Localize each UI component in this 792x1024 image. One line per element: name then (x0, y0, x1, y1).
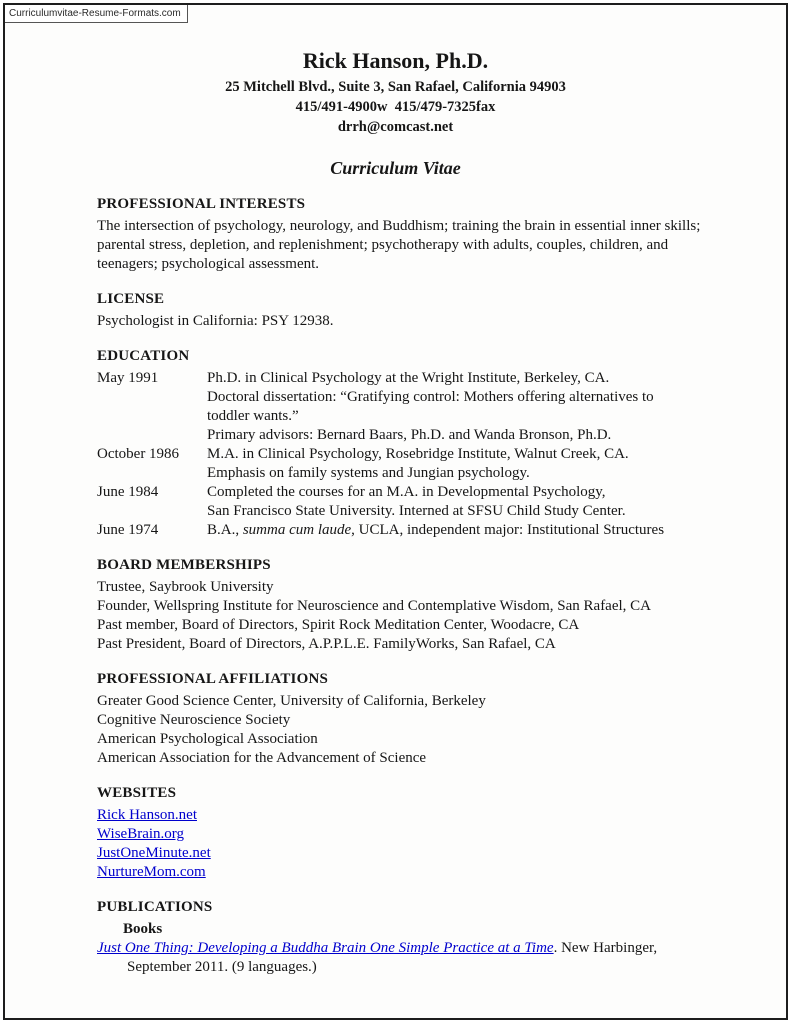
education-details (207, 521, 710, 540)
ba-degree-prefix: B.A., (207, 522, 243, 538)
section-professional-interests (97, 195, 710, 274)
professional-affiliations-heading: PROFESSIONAL AFFILIATIONS (97, 671, 329, 687)
education-date: June 1974 (97, 522, 159, 538)
website-link[interactable]: Rick Hanson.net (97, 807, 197, 823)
education-date: October 1986 (97, 446, 180, 462)
address-line: 25 Mitchell Blvd., Suite 3, San Rafael, California 94903 (225, 79, 566, 95)
book-title-link[interactable]: Just One Thing: Developing a Buddha Brain One Simple Practice at a Time (97, 940, 554, 956)
education-detail-line: Emphasis on family systems and Jungian psychology. (207, 465, 530, 481)
affiliation-item: American Psychological Association (97, 731, 318, 747)
document-page (3, 3, 788, 1020)
education-details (207, 445, 710, 483)
education-details (207, 369, 710, 445)
affiliation-item: Cognitive Neuroscience Society (97, 712, 291, 728)
book-publication-date: September 2011. (9 languages.) (127, 959, 317, 975)
section-license (97, 290, 710, 331)
affiliation-item: Greater Good Science Center, University of California, Berkeley (97, 693, 486, 709)
watermark-label: Curriculumvitae-Resume-Formats.com (5, 5, 188, 23)
education-detail-line: Doctoral dissertation: “Gratifying control: Mothers offering alternatives to (207, 389, 654, 405)
website-link[interactable]: JustOneMinute.net (97, 845, 211, 861)
section-education (97, 347, 710, 540)
phone-line: 415/491-4900w 415/479-7325fax (295, 99, 496, 115)
section-board-memberships (97, 556, 710, 654)
document-title: Curriculum Vitae (330, 158, 461, 178)
education-detail-line: M.A. in Clinical Psychology, Rosebridge Institute, Walnut Creek, CA. (207, 446, 629, 462)
person-name: Rick Hanson, Ph.D. (302, 48, 489, 73)
education-date: June 1984 (97, 484, 159, 500)
publications-heading: PUBLICATIONS (97, 899, 213, 915)
board-membership-item: Trustee, Saybrook University (97, 579, 274, 595)
affiliation-item: American Association for the Advancement of Science (97, 750, 427, 766)
education-detail-line: Ph.D. in Clinical Psychology at the Wright Institute, Berkeley, CA. (207, 370, 610, 386)
publication-entry (97, 939, 710, 958)
email-line: drrh@comcast.net (337, 119, 454, 135)
section-professional-affiliations (97, 670, 710, 768)
ba-degree-suffix: , UCLA, independent major: Institutional Structures (351, 522, 665, 538)
cv-header (5, 47, 786, 179)
education-details (207, 483, 710, 521)
board-membership-item: Past member, Board of Directors, Spirit Rock Meditation Center, Woodacre, CA (97, 617, 580, 633)
education-detail-line: Completed the courses for an M.A. in Developmental Psychology, (207, 484, 606, 500)
education-date: May 1991 (97, 370, 159, 386)
publications-subheading-books: Books (123, 921, 163, 937)
ba-honors-italic: summa cum laude (242, 522, 352, 538)
education-entry (97, 445, 710, 483)
board-memberships-heading: BOARD MEMBERSHIPS (97, 557, 271, 573)
professional-interests-heading: PROFESSIONAL INTERESTS (97, 196, 306, 212)
website-link[interactable]: NurtureMom.com (97, 864, 206, 880)
section-publications (97, 898, 710, 977)
education-heading: EDUCATION (97, 348, 190, 364)
cv-body (5, 195, 786, 977)
board-membership-item: Past President, Board of Directors, A.P.P.L.E. FamilyWorks, San Rafael, CA (97, 636, 556, 652)
education-detail-line: San Francisco State University. Interned at SFSU Child Study Center. (207, 503, 626, 519)
book-publisher: . New Harbinger, (553, 940, 658, 956)
education-entry (97, 483, 710, 521)
education-detail-line: Primary advisors: Bernard Baars, Ph.D. and Wanda Bronson, Ph.D. (207, 427, 612, 443)
board-membership-item: Founder, Wellspring Institute for Neuroscience and Contemplative Wisdom, San Rafael, CA (97, 598, 652, 614)
website-link[interactable]: WiseBrain.org (97, 826, 185, 842)
education-detail-line (207, 521, 710, 540)
license-heading: LICENSE (97, 291, 165, 307)
license-text: Psychologist in California: PSY 12938. (97, 313, 334, 329)
education-detail-line: toddler wants.” (207, 408, 299, 424)
education-entry (97, 369, 710, 445)
professional-interests-text: The intersection of psychology, neurology, and Buddhism; training the brain in essential inner skills; parental stress, depletion, and replenishment; psychotherapy with adults, couples, children, and teenagers; psychological assessment. (97, 218, 701, 272)
education-entry (97, 521, 710, 540)
websites-heading: WEBSITES (97, 785, 177, 801)
section-websites (97, 784, 710, 882)
